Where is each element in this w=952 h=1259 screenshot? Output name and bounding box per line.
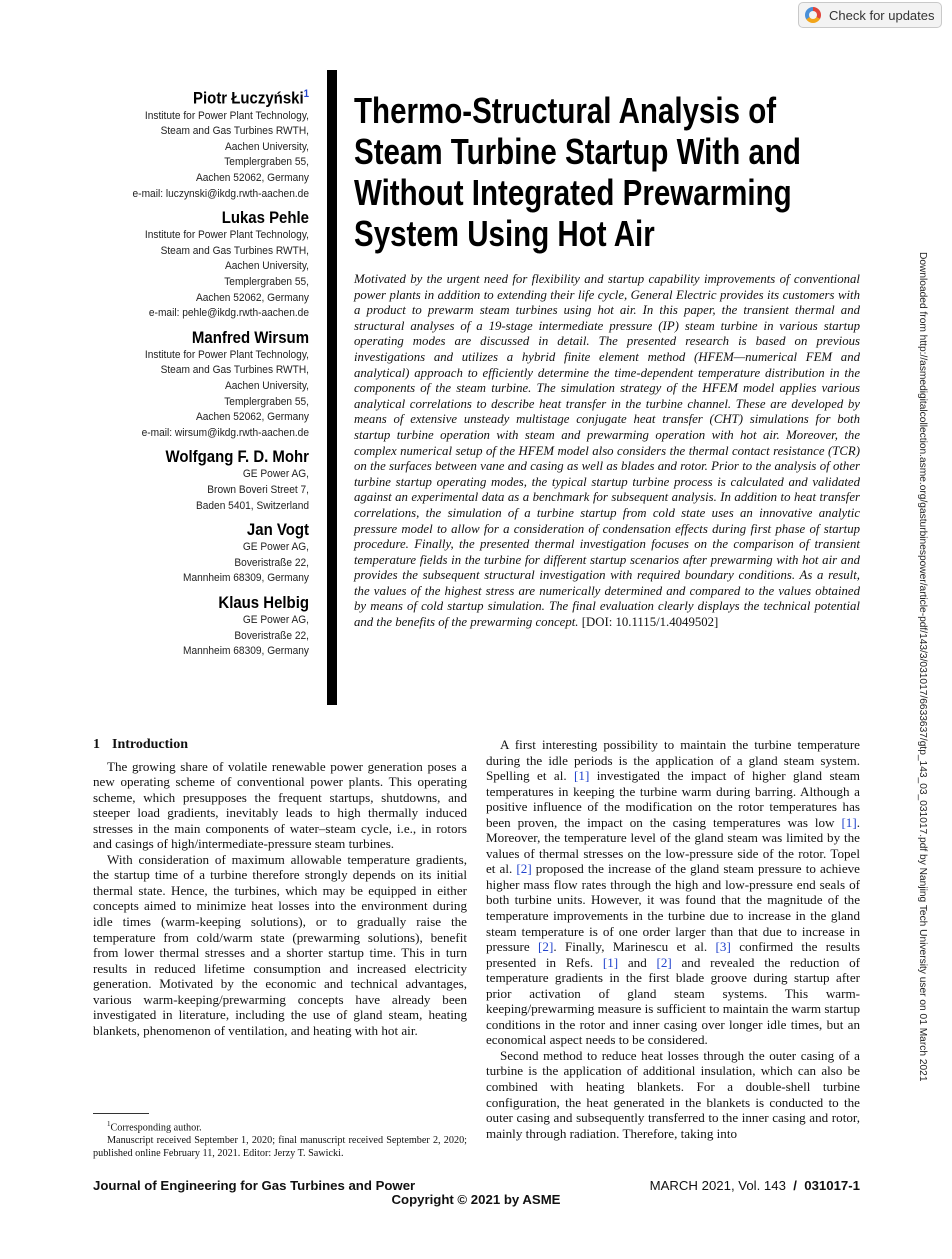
- author-name: Piotr Łuczyński$^1$: [193, 88, 309, 108]
- affiliation-line: Steam and Gas Turbines RWTH,: [160, 244, 309, 257]
- left-column: [93, 737, 467, 1038]
- citation-link[interactable]: [3]: [715, 939, 731, 955]
- update-badge-icon: [805, 7, 821, 23]
- affiliation-line: Institute for Power Plant Technology,: [144, 348, 309, 361]
- download-watermark: Downloaded from http://asmedigitalcollection.asme.org/gasturbinespower/article-pdf/143/3/031017/6633637/gtp_143_03_031017.pdf by Nanjing Tech University user on 01 March 2021: [917, 252, 928, 1082]
- author-block: [60, 447, 309, 514]
- body-paragraph: A first interesting possibility to maintain the turbine temperature during the idle periods is the application of a gland steam system. Spelling et al. [1] investigated the impact of higher gland steam temperatures in keeping the turbine warm during barring. Although a positive influence of the modification on the rotor temperatures has been proven, the impact on the casing temperatures was low [1]. Moreover, the temperature level of the gland steam was limited by the values of thermal stresses on the low-pressure side of the rotor. Topel et al. [2] proposed the increase of the gland steam pressure to achieve higher mass flow rates through the high and low-pressure end seals of both turbine units. However, it was found that the magnitude of the temperature improvements in the turbine due to increase in the gland steam temperature is of one order larger than that due to increase in pressure [2]. Finally, Marinescu et al. [3] confirmed the results presented in Refs. [1] and [2] and revealed the reduction of temperature gradients in the first blade groove during startup after prior activation of gland steam systems. This warm-keeping/prewarming measure is sufficient to maintain the warm startup conditions in the rotor and inner casing over longer idle times, but an economical aspect needs to be considered.: [486, 737, 861, 1048]
- citation-link[interactable]: [1]: [841, 814, 857, 830]
- journal-name: Journal of Engineering for Gas Turbines and Power: [93, 1178, 416, 1193]
- author-email: e-mail: luczynski@ikdg.rwth-aachen.de: [132, 187, 309, 200]
- author-block: [60, 520, 309, 587]
- page-number: 031017-1: [804, 1178, 860, 1193]
- footnote-rule: [93, 1113, 149, 1114]
- doi-link[interactable]: [DOI: 10.1115/1.4049502]: [581, 615, 719, 630]
- citation-link[interactable]: [1]: [602, 954, 619, 970]
- affiliation-line: Templergraben 55,: [224, 395, 309, 408]
- check-for-updates-button[interactable]: [798, 2, 942, 28]
- author-block: [60, 84, 309, 202]
- citation-link[interactable]: [2]: [656, 954, 672, 970]
- abstract: [354, 272, 860, 631]
- abstract-text: Motivated by the urgent need for flexibility and startup capability improvements of conventional power plants in addition to extending their life cycle, General Electric provides its customers with a product to prewarm steam turbines using hot air. In this paper, the transient thermal and structural analyses of a 19-stage intermediate pressure (IP) steam turbine in various startup operating modes are discussed in detail. The presented research is based on previous investigations and utilizes a hybrid finite element method (HFEM—numerical FEM and analytical) approach to efficiently determine the time-dependent temperature distribution in the components of the steam turbine. The simulation strategy of the HFEM model applies various analytical correlations to describe heat transfer in the turbine channel. These are developed by means of extensive unsteady multistage conjugate heat transfer (CHT) simulations for both startup turbine operation with steam and prewarming operation with hot air. Moreover, the complex numerical setup of the HFEM model also considers the thermal contact resistance (TCR) on the surfaces between vane and casing as well as blades and rotor. Prior to the analysis of other turbine startup operating modes, the typical startup turbine process is calculated and validated against an experimental data as a benchmark for subsequent analysis. In addition to heat transfer correlations, the simulation of a turbine startup from cold state uses an innovative analytic pressure model to allow for a consideration of condensation effects during first phase of startup procedure. Finally, the presented thermal investigation focuses on the comparison of transient temperature fields in the turbine for different startup scenarios after prewarming with hot air and provides the subsequent structural investigation with required boundary conditions. As a result, the values of the highest stress are numerically determined and compared to the values obtained by means of cold startup simulation. The final evaluation clearly displays the technical potential and the benefits of the prewarming concept.: [354, 272, 860, 630]
- author-name: Lukas Pehle: [221, 208, 309, 228]
- affiliation-line: GE Power AG,: [242, 541, 309, 554]
- body-paragraph: The growing share of volatile renewable power generation poses a new operating scheme of conventional power plants. This operating scheme, which presupposes the frequent startups, shutdowns, and steeper load gradients, inevitably leads to high thermally induced stresses in the main components of water–steam cycle, i.e., in rotors and casings of high/intermediate-pressure steam turbines.: [93, 758, 467, 852]
- section-heading: [93, 737, 467, 753]
- affiliation-line: Aachen 52062, Germany: [195, 291, 309, 304]
- footnote-received: Manuscript received September 1, 2020; final manuscript received September 2, 2020; published online February 11, 2021. Editor: Jerzy T. Sawicki.: [93, 1135, 467, 1160]
- affiliation-line: Institute for Power Plant Technology,: [144, 109, 309, 122]
- affiliation-line: Boveristraße 22,: [234, 629, 309, 642]
- author-block: [60, 328, 309, 442]
- affiliation-line: GE Power AG,: [242, 613, 309, 626]
- citation-link[interactable]: [2]: [516, 861, 532, 877]
- footnote-corresponding: $^1$Corresponding author.: [107, 1120, 202, 1134]
- author-name: Wolfgang F. D. Mohr: [165, 447, 309, 467]
- affiliation-line: Baden 5401, Switzerland: [195, 499, 309, 512]
- author-email: e-mail: wirsum@ikdg.rwth-aachen.de: [141, 426, 309, 439]
- title-line: System Using Hot Air: [354, 213, 655, 254]
- affiliation-line: Aachen University,: [224, 140, 309, 153]
- citation-link[interactable]: [2]: [538, 939, 554, 955]
- title-line: Thermo-Structural Analysis of: [354, 90, 777, 131]
- footnotes: [93, 1118, 467, 1160]
- author-block: [60, 593, 309, 660]
- affiliation-line: GE Power AG,: [242, 468, 309, 481]
- affiliation-line: Steam and Gas Turbines RWTH,: [160, 125, 309, 138]
- affiliation-line: Aachen 52062, Germany: [195, 172, 309, 185]
- affiliation-line: Aachen 52062, Germany: [195, 411, 309, 424]
- affiliation-line: Boveristraße 22,: [234, 556, 309, 569]
- title-line: Without Integrated Prewarming: [354, 172, 792, 213]
- body-paragraph: Second method to reduce heat losses through the outer casing of a turbine is the application of additional insulation, which can also be combined with heating blankets. For a double-shell turbine configuration, the heat generated in the blankets is conducted to the outer casing and subsequently transferred to the inner casing and rotor, mainly through radiation. Therefore, taking into: [486, 1047, 860, 1141]
- issue-info: MARCH 2021, Vol. 143 / 031017-1: [649, 1178, 860, 1193]
- author-email: e-mail: pehle@ikdg.rwth-aachen.de: [148, 307, 309, 320]
- affiliation-line: Aachen University,: [224, 379, 309, 392]
- title-line: Steam Turbine Startup With and: [354, 131, 801, 172]
- affiliation-line: Templergraben 55,: [224, 156, 309, 169]
- check-for-updates-label: Check for updates: [829, 7, 935, 23]
- affiliation-line: Mannheim 68309, Germany: [182, 572, 309, 585]
- section-title: Introduction: [112, 737, 188, 752]
- author-block: [60, 208, 309, 322]
- right-column: [486, 737, 860, 1141]
- affiliation-line: Templergraben 55,: [224, 276, 309, 288]
- section-number: 1: [93, 737, 100, 752]
- affiliation-line: Steam and Gas Turbines RWTH,: [160, 364, 309, 377]
- paper-title: [354, 90, 862, 254]
- affiliation-line: Brown Boveri Street 7,: [207, 483, 309, 496]
- title-divider-bar: [327, 70, 337, 705]
- affiliation-line: Aachen University,: [224, 260, 309, 273]
- citation-link[interactable]: [1]: [574, 768, 590, 784]
- copyright-notice: Copyright © 2021 by ASME: [391, 1192, 561, 1207]
- affiliation-line: Mannheim 68309, Germany: [182, 645, 309, 658]
- affiliation-line: Institute for Power Plant Technology,: [144, 229, 309, 242]
- author-name: Klaus Helbig: [218, 592, 309, 612]
- author-list: [60, 84, 309, 666]
- author-name: Jan Vogt: [246, 520, 309, 540]
- body-paragraph: With consideration of maximum allowable temperature gradients, the startup time of a turbine therefore strongly depends on its initial thermal state. Hence, the turbines, which may be equipped in either concepts aimed to minimize heat losses into the environment during idle times (warm-keeping solutions), or to gradually raise the temperature from cold/warm state (prewarming solutions), benefit from lower thermal stresses and a shorter startup time. This in turn results in reduced lifetime consumption and increased electricity generation. Motivated by the economic and technical advantages, various warm-keeping/prewarming concepts have already been investigated in literature, including the use of gland steam, heating blankets, phenomenon of ventilation, and heating with hot air.: [93, 851, 467, 1038]
- author-name: Manfred Wirsum: [191, 327, 309, 347]
